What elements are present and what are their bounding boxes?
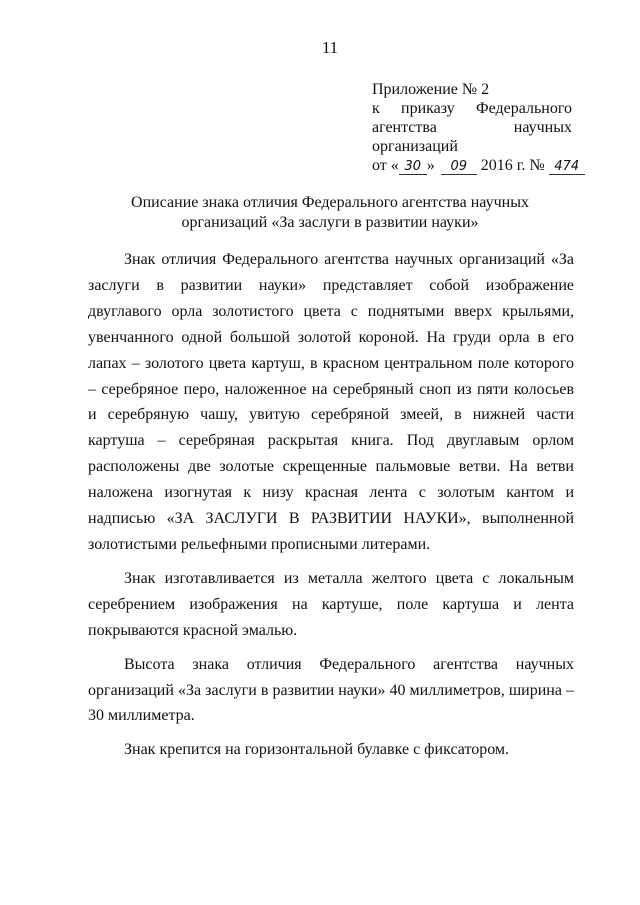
date-year: 2016 г. №	[480, 157, 545, 174]
appendix-word: агентства	[372, 119, 437, 136]
appendix-word: к	[372, 100, 380, 117]
appendix-org-line: организаций	[372, 138, 458, 155]
handwritten-month: 09	[441, 160, 477, 175]
paragraph-fastening: Знак крепится на горизонтальной булавке с фиксатором.	[124, 741, 510, 759]
appendix-agency-line	[372, 118, 572, 137]
title-line-2: организаций «За заслуги в развитии науки»	[181, 214, 479, 231]
document-title	[120, 193, 540, 233]
paragraph-description: Знак отличия Федерального агентства научных организаций «За заслуги в развитии науки» представляет собой изображение двуглавого орла золотистого цвета с поднятыми вверх крыльями, увенчанного одной большой золотой короной. На груди орла в его лапах – золотого цвета картуш, в красном центральном поле которого – серебряное перо, наложенное на серебряный сноп из пяти колосьев и серебряную чашу, увитую серебряной змеей, в нижней части картуша – серебряная раскрытая книга. Под двуглавым орлом расположены две золотые скрещенные пальмовые ветви. На ветви наложена изогнутая к низу красная лента с золотым кантом и надписью «ЗА ЗАСЛУГИ В РАЗВИТИИ НАУКИ», выполненной золотистыми рельефными прописными литерами.	[88, 251, 574, 553]
appendix-word: научных	[513, 119, 572, 136]
appendix-header	[372, 80, 580, 175]
appendix-word: Федерального	[475, 100, 572, 117]
appendix-word: приказу	[401, 100, 455, 117]
handwritten-order-number: 474	[549, 160, 585, 175]
paragraph-material: Знак изготавливается из металла желтого цвета с локальным серебрением изображения на картуше, поле картуша и лента покрываются красной эмалью.	[88, 569, 574, 639]
page-number: 11	[321, 38, 339, 57]
document-body	[88, 247, 574, 771]
appendix-date-line	[372, 156, 580, 175]
date-quote: »	[426, 157, 435, 174]
title-line-1: Описание знака отличия Федерального агентства научных	[131, 194, 529, 211]
handwritten-day: 30	[399, 160, 427, 175]
date-prefix: от «	[372, 157, 399, 174]
appendix-number: Приложение № 2	[372, 81, 490, 98]
paragraph-dimensions: Высота знака отличия Федерального агентства научных организаций «За заслуги в развитии науки» 40 миллиметров, ширина – 30 миллиметра.	[88, 655, 574, 725]
appendix-order-line	[372, 99, 572, 118]
